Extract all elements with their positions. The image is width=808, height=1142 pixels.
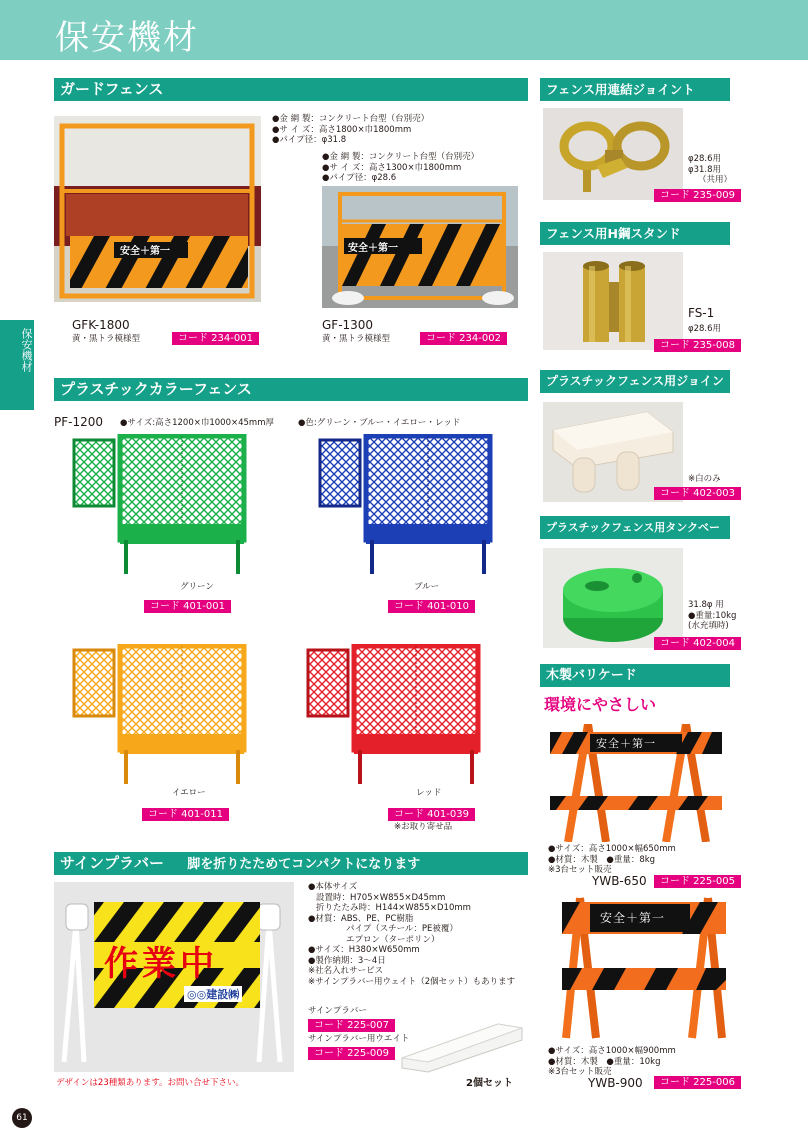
ywb-900-photo [560,896,730,1040]
plastic-joint-code: コード 402-003 [654,487,741,500]
spec-line: ●材質：木製 ●重量：8kg [548,854,656,865]
ywb-650-specs [548,844,676,876]
section-heading-sign-plover [54,852,528,875]
gfk-1800-desc: 黄・黒トラ模様型 [72,334,141,344]
ywb-650-model: YWB-650 [592,874,647,888]
gfk-1800-photo [54,116,261,302]
fence-code-badge: コード 401-010 [388,600,475,613]
order-note: ※お取り寄せ品 [394,822,453,832]
section-heading-plastic-fence: プラスチックカラーフェンス [54,378,528,401]
note-line: φ28.6用 [688,154,722,164]
spec-line: ●サイズ：高さ1000×幅650mm [548,844,676,854]
gfk-panel-text: 安全＋第一 [120,246,170,257]
ywb-900-code: コード 225-006 [654,1076,741,1089]
spec-line: ●材質：ABS、PE、PC樹脂 [308,913,414,924]
spec-line: ●パイプ径：φ31.8 [272,135,347,145]
gfk-1800-code: コード 234-001 [172,332,259,345]
spec-line: ●製作納期：3～4日 [308,955,386,966]
note-line: 31.8φ 用 [688,600,724,610]
h-stand-model: FS-1 [688,306,715,320]
weight-name: サインプラバー用ウエイト [308,1034,410,1044]
spec-line: パイプ（スチール：PE被覆） [346,924,458,934]
spec-line: エプロン（ターポリン） [346,934,440,945]
note-line: （共用） [698,175,733,185]
spec-line: ●サ イ ズ：高さ1300×巾1800mm [322,162,462,173]
ywb-900-panel-text: 安全＋第一 [600,911,666,925]
weight-photo [398,1014,526,1074]
spec-line: ※3台セット販売 [548,865,612,875]
spec-line: 設置時：H705×W855×D45mm [316,892,446,903]
sign-plover-heading: サインプラバー [60,854,164,872]
spec-line: ●材質：木製 ●重量：10kg [548,1056,661,1067]
sign-big-text: 作業中 [104,944,218,984]
joint-code: コード 235-009 [654,189,741,202]
page-title: 保安機材 [55,18,199,58]
slogan: 環境にやさしい [544,695,657,714]
sign-plover-tagline: 脚を折りたためてコンパクトになります [187,857,421,872]
pf-model: PF-1200 [54,415,104,429]
gf-1300-specs [322,152,479,184]
ywb-900-model: YWB-900 [588,1076,643,1090]
gf-panel-text: 安全＋第一 [348,243,398,254]
spec-line: ※社名入れサービス [308,966,384,976]
tank-base-notes [688,600,736,632]
note-line: (水充填時) [688,621,729,631]
section-heading-guard-fence: ガードフェンス [54,78,528,101]
pf-colors-note: ●色:グリーン・ブルー・イエロー・レッド [298,418,461,428]
fence-color-label: レッド [416,788,442,798]
fence-color-label: ブルー [414,582,440,592]
note-line: φ31.8用 [688,164,722,175]
spec-line: ●サ イ ズ：高さ1800×巾1800mm [272,124,412,135]
set-label: 2個セット [466,1078,513,1089]
gfk-1800-model: GFK-1800 [72,318,130,332]
tank-base-code: コード 402-004 [654,637,741,650]
plastic-joint-note: ※白のみ [688,474,721,484]
spec-line: ※サインプラバー用ウェイト（2個セット）もあります [308,976,516,987]
gf-1300-photo [322,186,518,308]
fence-color-label: イエロー [172,788,206,798]
spec-line: ※3台セット販売 [548,1067,612,1077]
note-line: ●重量:10kg [688,610,737,621]
sign-plover-photo [54,882,294,1072]
tank-base-photo [543,548,683,648]
fence-photo-2 [72,644,272,784]
h-stand-photo [543,252,683,350]
joint-photo [543,108,683,200]
design-note: デザインは23種類あります。お問い合せ下さい。 [56,1078,245,1088]
spec-line: ●サイズ：H380×W650mm [308,945,420,955]
gf-1300-code: コード 234-002 [420,332,507,345]
spec-line: ●金 網 製：コンクリート台型（台別売） [272,114,430,124]
spec-line: ●パイプ径：φ28.6 [322,173,397,183]
fence-code-badge: コード 401-039 [388,808,475,821]
fence-color-label: グリーン [180,582,214,592]
sign-plover-name: サインプラバー [308,1006,367,1016]
gf-1300-model: GF-1300 [322,318,374,332]
weight-code: コード 225-009 [308,1047,395,1060]
gf-1300-desc: 黄・黒トラ模様型 [322,334,391,344]
spec-line: 折りたたみ時：H144×W855×D10mm [316,903,471,913]
side-tab: 保安機材 [0,320,34,410]
ywb-650-code: コード 225-005 [654,875,741,888]
h-stand-note: φ28.6用 [688,324,722,334]
h-stand-code: コード 235-008 [654,339,741,352]
fence-photo-3 [306,644,506,784]
section-heading-wood-barricade: 木製バリケード [540,664,730,687]
sign-plover-code: コード 225-007 [308,1019,395,1032]
section-heading-h-stand: フェンス用H鋼スタンド [540,222,730,245]
fence-code-badge: コード 401-011 [142,808,229,821]
spec-line: ●サイズ：高さ1000×幅900mm [548,1046,676,1056]
sign-plover-specs [308,882,515,987]
section-heading-plastic-joint: プラスチックフェンス用ジョイン [540,370,730,393]
ywb-650-photo [548,724,726,842]
fence-photo-1 [318,434,518,574]
pf-size: ●サイズ:高さ1200×巾1000×45mm厚 [120,418,274,428]
spec-line: ●金 網 製：コンクリート台型（台別売） [322,152,480,162]
fence-code-badge: コード 401-001 [144,600,231,613]
section-heading-tank-base: プラスチックフェンス用タンクベー [540,516,730,539]
fence-photo-0 [72,434,272,574]
gfk-1800-specs [272,114,429,146]
ywb-900-specs [548,1046,676,1078]
joint-notes [688,154,732,186]
spec-line: ●本体サイズ [308,882,358,892]
section-heading-joint: フェンス用連結ジョイント [540,78,730,101]
page-number: 61 [12,1108,32,1128]
ywb-650-panel-text: 安全＋第一 [596,737,656,750]
sign-small-text: ◎◎建設㈱ [184,986,242,1002]
